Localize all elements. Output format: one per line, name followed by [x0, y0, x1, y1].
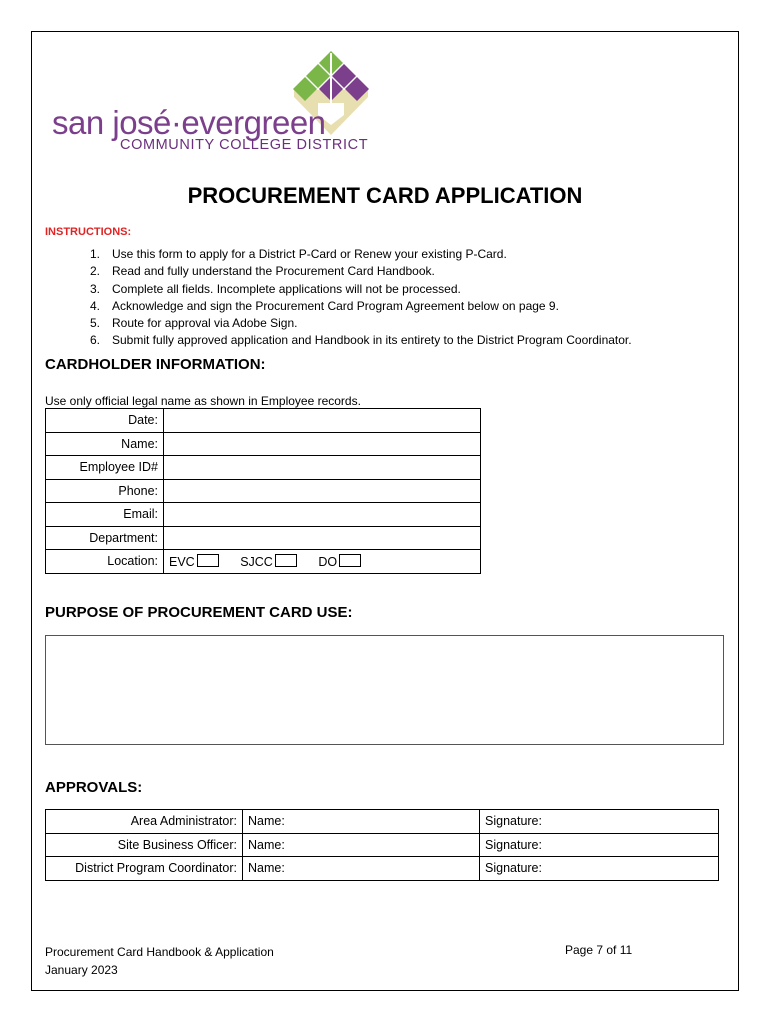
field-label-email: Email:	[46, 503, 164, 527]
instruction-item: 5. Route for approval via Adobe Sign.	[90, 316, 298, 331]
field-label-employee-id: Employee ID#	[46, 456, 164, 480]
table-row	[46, 526, 481, 550]
field-label-phone: Phone:	[46, 479, 164, 503]
location-label-evc: EVC	[169, 554, 195, 569]
table-row	[46, 456, 481, 480]
name-field[interactable]	[164, 432, 481, 456]
location-label-sjcc: SJCC	[240, 554, 273, 569]
field-label-date: Date:	[46, 409, 164, 433]
instruction-item: 6. Submit fully approved application and Handbook in its entirety to the District Program Coordinator.	[90, 333, 632, 348]
purpose-textarea[interactable]	[45, 635, 724, 745]
cardholder-table	[45, 408, 481, 574]
sjcc-checkbox[interactable]	[275, 554, 297, 567]
instruction-item: 4. Acknowledge and sign the Procurement Card Program Agreement below on page 9.	[90, 298, 559, 313]
approver-name-field[interactable]: Name:	[243, 857, 480, 881]
employee-id-field[interactable]	[164, 456, 481, 480]
purpose-heading: PURPOSE OF PROCUREMENT CARD USE:	[45, 604, 353, 621]
footer-date: January 2023	[45, 963, 118, 977]
cardholder-note: Use only official legal name as shown in Employee records.	[45, 394, 361, 408]
table-row	[46, 833, 719, 857]
table-row	[46, 409, 481, 433]
table-row	[46, 810, 719, 834]
approver-signature-field[interactable]: Signature:	[480, 833, 719, 857]
district-name: san josé·evergreen	[52, 104, 326, 141]
table-row	[46, 432, 481, 456]
district-subtitle: COMMUNITY COLLEGE DISTRICT	[120, 137, 369, 153]
instruction-item: 2. Read and fully understand the Procurement Card Handbook.	[90, 264, 435, 279]
do-checkbox[interactable]	[339, 554, 361, 567]
instructions-list	[90, 246, 632, 350]
page-title: PROCUREMENT CARD APPLICATION	[187, 183, 583, 208]
table-row	[46, 503, 481, 527]
instructions-heading: INSTRUCTIONS:	[45, 226, 132, 238]
footer-doc-title: Procurement Card Handbook & Application	[45, 945, 274, 959]
approver-role: District Program Coordinator:	[46, 857, 243, 881]
location-options	[164, 550, 481, 574]
approvals-table	[45, 809, 719, 881]
email-field[interactable]	[164, 503, 481, 527]
instruction-item: 3. Complete all fields. Incomplete applications will not be processed.	[90, 281, 461, 296]
table-row	[46, 550, 481, 574]
table-row	[46, 857, 719, 881]
approvals-heading: APPROVALS:	[45, 779, 143, 796]
approver-role: Site Business Officer:	[46, 833, 243, 857]
field-label-department: Department:	[46, 526, 164, 550]
location-label-do: DO	[318, 554, 338, 569]
date-field[interactable]	[164, 409, 481, 433]
field-label-location: Location:	[46, 550, 164, 574]
field-label-name: Name:	[46, 432, 164, 456]
approver-signature-field[interactable]: Signature:	[480, 857, 719, 881]
cardholder-heading: CARDHOLDER INFORMATION:	[45, 356, 266, 373]
footer-left	[45, 943, 274, 979]
phone-field[interactable]	[164, 479, 481, 503]
evc-checkbox[interactable]	[197, 554, 219, 567]
department-field[interactable]	[164, 526, 481, 550]
approver-name-field[interactable]: Name:	[243, 833, 480, 857]
approver-signature-field[interactable]: Signature:	[480, 810, 719, 834]
table-row	[46, 479, 481, 503]
approver-role: Area Administrator:	[46, 810, 243, 834]
instruction-item: 1. Use this form to apply for a District P-Card or Renew your existing P-Card.	[90, 247, 507, 261]
page-number: Page 7 of 11	[565, 943, 633, 957]
approver-name-field[interactable]: Name:	[243, 810, 480, 834]
